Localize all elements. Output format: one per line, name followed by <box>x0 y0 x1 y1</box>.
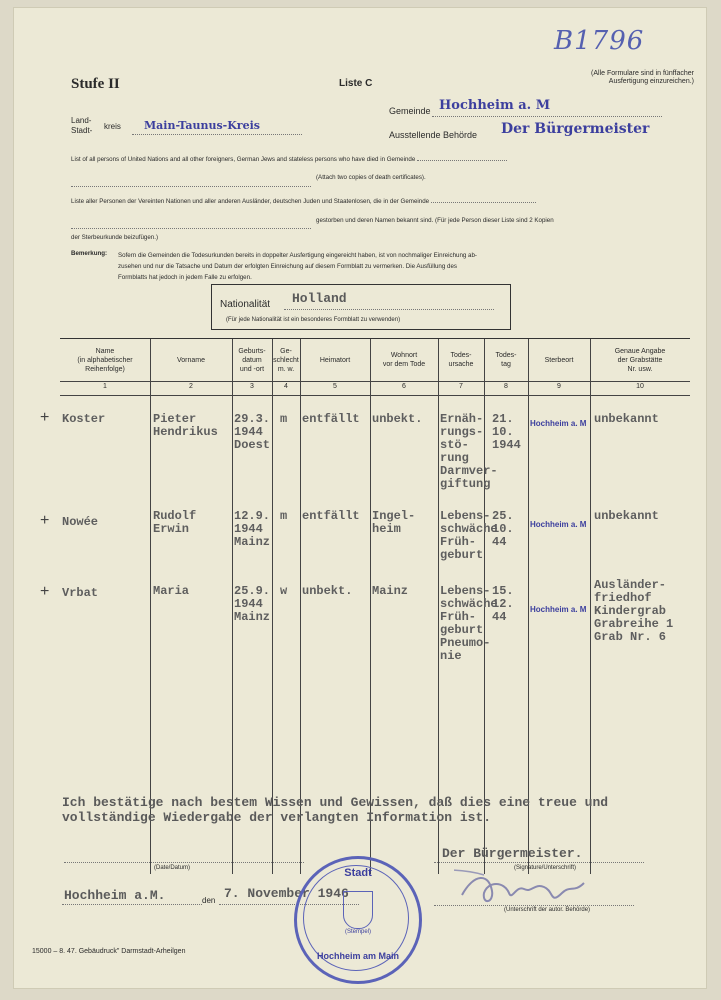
seal-inner-text: (Stempel) <box>344 929 371 935</box>
col-header-sterbeort: Sterbeort <box>544 356 574 364</box>
row2-tag: 25. 10. 44 <box>492 509 514 549</box>
confirmation-text <box>62 795 608 825</box>
place-value: Hochheim a.M. <box>64 888 166 903</box>
german-instruction-3: der Sterbeurkunde beizufügen.) <box>71 234 159 241</box>
col-divider <box>370 339 371 874</box>
col-header-grab: Genaue Angabe der Grabstätte Nr. usw. <box>614 347 666 373</box>
col-divider <box>150 339 151 874</box>
cross-mark: + <box>40 583 50 600</box>
row2-wohnort: Ingel- heim <box>372 509 416 536</box>
col-number: 6 <box>402 383 406 390</box>
row1-geschlecht: m <box>280 412 288 426</box>
den-label: den <box>202 896 216 905</box>
nationalitaet-box <box>211 284 511 330</box>
place-line <box>62 900 202 905</box>
copies-note-line: Ausfertigung einzureichen.) <box>608 78 694 85</box>
official-hint: (Unterschrift der autor. Behörde) <box>504 907 591 913</box>
col-number: 3 <box>250 383 254 390</box>
row2-grab: unbekannt <box>594 509 659 523</box>
english-attach: (Attach two copies of death certificates). <box>316 174 426 181</box>
row3-geschlecht: w <box>280 584 288 598</box>
row2-geburt: 12.9. 1944 Mainz <box>234 509 271 549</box>
seal-bottom-text: Hochheim am Main <box>316 951 399 961</box>
row3-heimatort: unbekt. <box>302 584 353 598</box>
row3-ursache: Lebens- schwäche Früh- geburt Pneumo- nie <box>440 584 498 663</box>
col-number: 4 <box>284 383 288 390</box>
form-sheet <box>14 8 706 988</box>
col-header-heimatort: Heimatort <box>319 356 351 364</box>
english-line-1: List of all persons of United Nations and all other foreigners, German Jews and stateless persons who have died in Gemeinde <box>71 156 416 163</box>
row3-tag: 15. 12. 44 <box>492 584 514 624</box>
col-divider <box>300 339 301 874</box>
row3-wohnort: Mainz <box>372 584 409 598</box>
col-header-name: Name (in alphabetischer Reihenfolge) <box>77 347 133 373</box>
bemerkung-line: Formblatts hat jedoch in jedem Falle zu erfolgen. <box>118 274 252 281</box>
row2-ursache: Lebens- schwäche Früh- geburt <box>440 509 498 562</box>
row2-vorname: Rudolf Erwin <box>153 509 197 536</box>
nationalitaet-label: Nationalität <box>220 299 271 310</box>
seal-top-text: Stadt <box>344 867 372 879</box>
deaths-table <box>40 338 690 874</box>
row2-name: Nowée <box>62 515 99 529</box>
land-label: Land- <box>71 116 92 125</box>
confirmation-line: Ich bestätige nach bestem Wissen und Gewissen, daß dies eine treue und <box>62 795 609 810</box>
row1-name: Koster <box>62 412 106 426</box>
col-header-vorname: Vorname <box>176 356 206 364</box>
nationalitaet-note: (Für jede Nationalität ist ein besonderes Formblatt zu verwenden) <box>226 317 401 323</box>
gemeinde-label: Gemeinde <box>389 106 431 116</box>
english-instruction <box>71 156 691 163</box>
bemerkung-text <box>118 250 477 283</box>
col-header-geburt: Geburts- datum und -ort <box>238 347 266 373</box>
row3-vorname: Maria <box>153 584 190 598</box>
row1-wohnort: unbekt. <box>372 412 423 426</box>
kreis-label: kreis <box>104 122 121 131</box>
row3-sterbeort-stamp: Hochheim a. M <box>530 605 587 614</box>
german-blank <box>71 222 311 229</box>
col-header-geschlecht: Ge- schlecht m. w. <box>273 347 299 373</box>
cross-mark: + <box>40 512 50 529</box>
bemerkung-line: zusehen und nur die Tatsache und Datum der erfolgten Einreichung auf diesem Formblatt zu vermerken. Die Ausfüllung des <box>118 263 458 270</box>
row2-geschlecht: m <box>280 509 288 523</box>
confirmation-line: vollständige Wiedergabe der verlangten Information ist. <box>62 810 492 825</box>
stadt-label: Stadt- <box>71 126 93 135</box>
copies-note <box>514 70 694 86</box>
row1-geburt: 29.3. 1944 Doest <box>234 412 271 452</box>
official-line <box>434 901 634 906</box>
date-value: 7. November 1946 <box>224 886 349 901</box>
date-line <box>64 858 304 863</box>
german-line-1: Liste aller Personen der Vereinten Nationen und aller anderen Ausländer, deutschen Juden und Staatenlosen, die in der Gemeinde <box>71 198 430 205</box>
col-number: 8 <box>504 383 508 390</box>
kreis-value-stamp: Main-Taunus-Kreis <box>144 119 260 132</box>
row1-grab: unbekannt <box>594 412 659 426</box>
city-seal <box>294 856 422 984</box>
col-divider <box>272 339 273 874</box>
row1-tag: 21. 10. 1944 <box>492 412 521 452</box>
nationalitaet-value: Holland <box>292 291 347 306</box>
row1-ursache: Ernäh- rungs- stö- rung Darmver- giftung <box>440 412 498 491</box>
col-divider <box>590 339 591 874</box>
date-hint: (Date/Datum) <box>154 865 191 871</box>
archive-number: B1796 <box>554 26 645 56</box>
col-number: 7 <box>459 383 463 390</box>
gemeinde-german-field <box>431 202 536 203</box>
german-instruction-1 <box>71 198 691 205</box>
cross-mark: + <box>40 409 50 426</box>
german-instruction-2: gestorben und deren Namen bekannt sind. (Für jede Person dieser Liste sind 2 Kopien <box>316 217 554 224</box>
col-header-tag: Todes- tag <box>495 352 517 368</box>
col-number: 9 <box>557 383 561 390</box>
english-blank <box>71 180 311 187</box>
buergermeister-text: Der Bürgermeister. <box>442 846 583 861</box>
bemerkung-line: Sofern die Gemeinden die Todesurkunden bereits in doppelter Ausfertigung eingereicht haben, ist von nochmaliger Einreichung ab- <box>118 252 477 259</box>
col-divider <box>438 339 439 874</box>
col-divider <box>528 339 529 874</box>
col-number: 10 <box>636 383 644 390</box>
col-header-wohnort: Wohnort vor dem Tode <box>382 352 426 368</box>
col-number: 2 <box>189 383 193 390</box>
row1-sterbeort-stamp: Hochheim a. M <box>530 419 587 428</box>
copies-note-line: (Alle Formulare sind in fünffacher <box>591 70 694 77</box>
number-divider <box>60 395 690 396</box>
bemerkung-label: Bemerkung: <box>71 250 108 257</box>
seal-coat-of-arms-icon <box>343 891 373 929</box>
row1-heimatort: entfällt <box>302 412 360 426</box>
col-number: 1 <box>103 383 107 390</box>
behoerde-label: Ausstellende Behörde <box>389 130 478 140</box>
print-footer: 15000 – 8. 47. Gebäudruck" Darmstadt-Arheilgen <box>32 948 186 955</box>
signature-hint: (Signature/Unterschrift) <box>514 865 577 871</box>
col-number: 5 <box>333 383 337 390</box>
row2-sterbeort-stamp: Hochheim a. M <box>530 520 587 529</box>
stufe-label: Stufe II <box>71 76 120 92</box>
col-header-ursache: Todes- ursache <box>448 352 474 368</box>
col-divider <box>232 339 233 874</box>
row3-grab: Ausländer- friedhof Kindergrab Grabreihe 1 Grab Nr. 6 <box>594 578 674 644</box>
gemeinde-value-stamp: Hochheim a. M <box>439 98 551 113</box>
gemeinde-english-field <box>417 160 507 161</box>
row3-name: Vrbat <box>62 586 99 600</box>
land-stadt-label <box>71 116 92 136</box>
header-divider <box>60 381 690 382</box>
row1-vorname: Pieter Hendrikus <box>153 412 218 439</box>
liste-label: Liste C <box>339 78 373 89</box>
row3-geburt: 25.9. 1944 Mainz <box>234 584 271 624</box>
behoerde-value-stamp: Der Bürgermeister <box>501 121 650 137</box>
row2-heimatort: entfällt <box>302 509 360 523</box>
